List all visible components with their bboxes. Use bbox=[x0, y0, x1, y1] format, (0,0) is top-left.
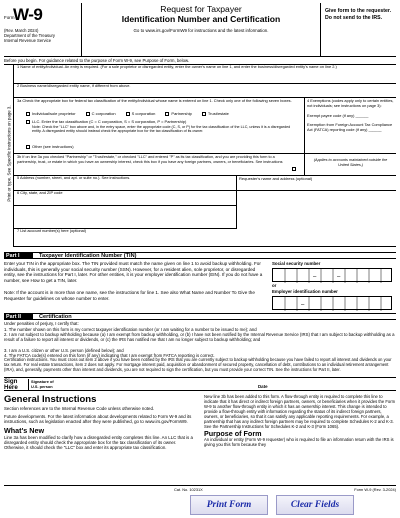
ssn-label: Social security number bbox=[272, 261, 321, 266]
line-6-city-state-zip[interactable] bbox=[14, 191, 236, 206]
line-6-spacer bbox=[14, 206, 236, 229]
catalog-number: Cat. No. 10231X bbox=[174, 487, 203, 492]
ssn-input[interactable] bbox=[272, 268, 392, 282]
ein-input[interactable] bbox=[272, 296, 392, 310]
checkbox-individual[interactable] bbox=[26, 112, 30, 116]
line-7-label: 7 List account number(s) here (optional) bbox=[17, 228, 86, 233]
signature-of: Signature of bbox=[31, 379, 54, 384]
form-id-block bbox=[4, 3, 82, 57]
checkbox-s-corp[interactable] bbox=[126, 112, 130, 116]
form-number: W-9 bbox=[13, 5, 43, 24]
line-5-address[interactable] bbox=[14, 176, 396, 191]
line-1-label: 1 Name of entity/individual. An entry is required. (For a sole proprietor or disregarded entity, enter the owner's name on line 1, and enter the business/disregarded entity's name on line 2.) bbox=[17, 64, 337, 69]
line-3a-block bbox=[14, 98, 396, 154]
general-instructions-left bbox=[4, 406, 194, 450]
checkbox-llc[interactable] bbox=[26, 120, 30, 124]
sign-here-label bbox=[4, 379, 26, 391]
certification-intro: Under penalties of perjury, I certify that: bbox=[4, 321, 79, 326]
or-label: or bbox=[272, 283, 277, 288]
fatca-applies-note: (Applies to accounts maintained outside the United States.) bbox=[304, 154, 396, 176]
part-1-label: Part I bbox=[4, 253, 33, 259]
future-developments: Future developments. For the latest information about developments related to Form W-9 and its instructions, such as legislation enacted after they were published, go to www.irs.gov/FormW9. bbox=[4, 414, 192, 425]
sign-word: Sign bbox=[4, 378, 18, 385]
line-5-label: 5 Address (number, street, and apt. or suite no.). See instructions. bbox=[17, 175, 131, 180]
option-other[interactable]: Other (see instructions) bbox=[26, 144, 74, 149]
option-trust-estate[interactable]: Trust/estate bbox=[202, 111, 229, 116]
line-3a-label: 3a Check the appropriate box for federal tax classification of the entity/individual whose name is entered on line 1. Check only one of the following seven boxes. bbox=[17, 98, 292, 103]
whats-new-heading: What's New bbox=[4, 425, 45, 435]
line-2-label: 2 Business name/disregarded entity name, if different from above. bbox=[17, 83, 131, 88]
before-you-begin: Before you begin. For guidance related to the purpose of Form W-9, see Purpose of Form, below. bbox=[4, 58, 396, 65]
revision-date: (Rev. March 2024) bbox=[4, 28, 39, 33]
form-title-line2: Identification Number and Certification bbox=[121, 13, 281, 24]
line-3b-block bbox=[14, 154, 396, 176]
irs-name: Internal Revenue Service bbox=[4, 38, 52, 44]
signature-label bbox=[28, 379, 62, 391]
svg-text:–: – bbox=[337, 274, 341, 280]
section-references: Section references are to the Internal Revenue Code unless otherwise noted. bbox=[4, 406, 155, 411]
us-person: U.S. person bbox=[31, 384, 53, 389]
form-revision-block bbox=[4, 28, 80, 44]
part-1-note: Note: If the account is in more than one name, see the instructions for line 1. See also What Name and Number To Give the Requester for guidelines on whose number to enter. bbox=[4, 290, 255, 301]
footer-form-id: Form W-9 (Rev. 3-2024) bbox=[354, 487, 396, 492]
form-label: Form bbox=[4, 15, 15, 20]
side-label-column bbox=[4, 65, 14, 247]
ein-grid-lines bbox=[273, 297, 393, 311]
sign-here-row bbox=[4, 377, 396, 391]
print-or-type-label: Print or type. See Specific Instructions on page 3. bbox=[6, 105, 12, 202]
checkbox-partnership[interactable] bbox=[165, 112, 169, 116]
whats-new-text: Line 3a has been modified to clarify how a disregarded entity completes this line. An LLC that is a disregarded entity should check the appropriate box for the tax classification of its owner. Otherwise, it should check the "LLC" box and enter its appropriate tax classification. bbox=[4, 434, 193, 451]
option-s-corp[interactable]: S corporation bbox=[126, 111, 156, 116]
print-form-button[interactable]: Print Form bbox=[190, 495, 268, 515]
signature-field[interactable] bbox=[64, 379, 254, 391]
certification-item-4: 4. The FATCA code(s) entered on this form (if any) indicating that I am exempt from FATCA reporting is correct. bbox=[4, 353, 215, 358]
form-header bbox=[4, 1, 396, 57]
line-1-name[interactable] bbox=[14, 65, 396, 84]
checkbox-3b[interactable] bbox=[292, 167, 296, 171]
certification-item-3: 3. I am a U.S. citizen or other U.S. person (defined below); and bbox=[4, 348, 124, 353]
ssn-grid-lines bbox=[273, 269, 393, 283]
line-4-label: 4 Exemptions (codes apply only to certain entities, not individuals; see instructions on page 3): bbox=[307, 98, 394, 108]
svg-text:–: – bbox=[313, 274, 317, 280]
part-1-text: Enter your TIN in the appropriate box. The TIN provided must match the name given on line 1 to avoid backup withholding. For individuals, this is generally your social security number (SSN). However, for a resident alien, sole proprietor, or disregarded entity, see the instructions for Part I, later. For other entities, it is your employer identification number (EIN). If you do not have a number, see How to get a TIN, later. bbox=[4, 261, 263, 283]
line-3a-note: Note: Check the "LLC" box above and, in the entry space, enter the appropriate code (C, S, or P) for the tax classification of the LLC, unless it is a disregarded entity. A disregarded entity should instead check the appropriate box for the tax classification of its owner. bbox=[32, 125, 291, 134]
line-7-account-numbers[interactable] bbox=[14, 229, 396, 247]
date-label: Date bbox=[258, 384, 268, 389]
line-2-business-name[interactable] bbox=[14, 84, 396, 98]
svg-text:–: – bbox=[301, 302, 305, 308]
checkbox-c-corp[interactable] bbox=[86, 112, 90, 116]
option-c-corp[interactable]: C corporation bbox=[86, 111, 116, 116]
general-instructions-right bbox=[204, 394, 396, 447]
fatca-code[interactable]: Exemption from Foreign Account Tax Compliance Act (FATCA) reporting code (if any) ______ bbox=[307, 122, 393, 132]
checkbox-trust-estate[interactable] bbox=[202, 112, 206, 116]
requester-label: Requester's name and address (optional) bbox=[239, 176, 313, 181]
exempt-payee-code[interactable]: Exempt payee code (if any) ______ bbox=[307, 113, 369, 119]
part-1-header bbox=[4, 252, 396, 259]
part-2-label: Part II bbox=[4, 314, 33, 320]
option-individual[interactable]: Individual/sole proprietor bbox=[26, 111, 76, 116]
purpose-of-form-heading: Purpose of Form bbox=[204, 429, 262, 438]
option-llc[interactable]: LLC. Enter the tax classification (C = C corporation, S = S corporation, P = Partnership) bbox=[26, 119, 294, 124]
ein-label: Employer identification number bbox=[272, 289, 338, 294]
certification-instructions-text: Certification instructions. You must cross out item 2 above if you have been notified by the IRS that you are currently subject to backup withholding because you have failed to report all interest and dividends on your tax return. For real estate transactions, item 2 does not apply. For mortgage interest paid, acquisition or abandonment of secured property, cancellation of debt, contributions to an individual retirement arrangement (IRA), and, generally, payments other than interest and dividends, you are not required to sign the certification, but you must provide your correct TIN. See the instructions for Part II, later. bbox=[4, 357, 392, 372]
general-instructions-heading: General Instructions bbox=[4, 394, 97, 405]
form-footer bbox=[4, 485, 396, 493]
form-goto-link: Go to www.irs.gov/FormW9 for instructions and the latest information. bbox=[133, 28, 269, 33]
certification-item-2: 2. I am not subject to backup withholding because (a) I am exempt from backup withholding, or (b) I have not been notified by the Internal Revenue Service (IRS) that I am subject to backup withholding as a result of a failure to report all interest or dividends, or (c) the IRS has notified me that I am no longer subject to backup withholding; and bbox=[4, 332, 395, 343]
date-field[interactable] bbox=[272, 379, 394, 391]
give-form-notice: Give form to the requester. Do not send to the IRS. bbox=[320, 3, 396, 57]
here-word: Here bbox=[4, 384, 18, 391]
line-3b-label: 3b If on line 3a you checked "Partnership" or "Trust/estate," or checked "LLC" and entered "P" as its tax classification, and you are providing this form to a partnership, trust, or estate in which you have an ownership interest, check this box if you have any foreign partners, owners, or beneficiaries. See instructions bbox=[17, 155, 283, 164]
certification-instructions-block bbox=[4, 358, 396, 372]
part-2-header bbox=[4, 313, 396, 320]
option-partnership[interactable]: Partnership bbox=[165, 111, 191, 116]
clear-fields-button[interactable]: Clear Fields bbox=[276, 495, 354, 515]
line-6-label: 6 City, state, and ZIP code bbox=[17, 190, 63, 195]
form-title-block bbox=[84, 5, 318, 33]
department: Department of the Treasury bbox=[4, 33, 55, 39]
form-title-line1: Request for Taxpayer bbox=[160, 4, 242, 14]
line-3b-info: New line 3b has been added to this form. A flow-through entity is required to complete this line to indicate that it has direct or indirect foreign partners, owners, or beneficiaries when it provides the Form W-9 to another flow-through entity in which it has an ownership interest. This change is intended to provide a flow-through entity with information regarding the status of its indirect foreign partners, owners, or beneficiaries, so that it can satisfy any applicable reporting requirements. For example, a partnership that has any indirect foreign partners may be required to complete Schedules K-2 and K-3. See the Partnership Instructions for Schedules K-2 and K-3 (Form 1065). bbox=[204, 394, 396, 429]
certification-item-1: 1. The number shown on this form is my correct taxpayer identification number (or I am waiting for a number to be issued to me); and bbox=[4, 327, 257, 332]
part-1-title: Taxpayer Identification Number (TIN) bbox=[39, 253, 137, 259]
requester-name-address[interactable] bbox=[236, 176, 396, 229]
line-3a-options bbox=[26, 111, 229, 116]
part-2-title: Certification bbox=[39, 314, 72, 320]
purpose-of-form-text: An individual or entity (Form W-9 requester) who is required to file an information return with the IRS is giving you this form because they bbox=[204, 437, 394, 447]
checkbox-other[interactable] bbox=[26, 145, 30, 149]
